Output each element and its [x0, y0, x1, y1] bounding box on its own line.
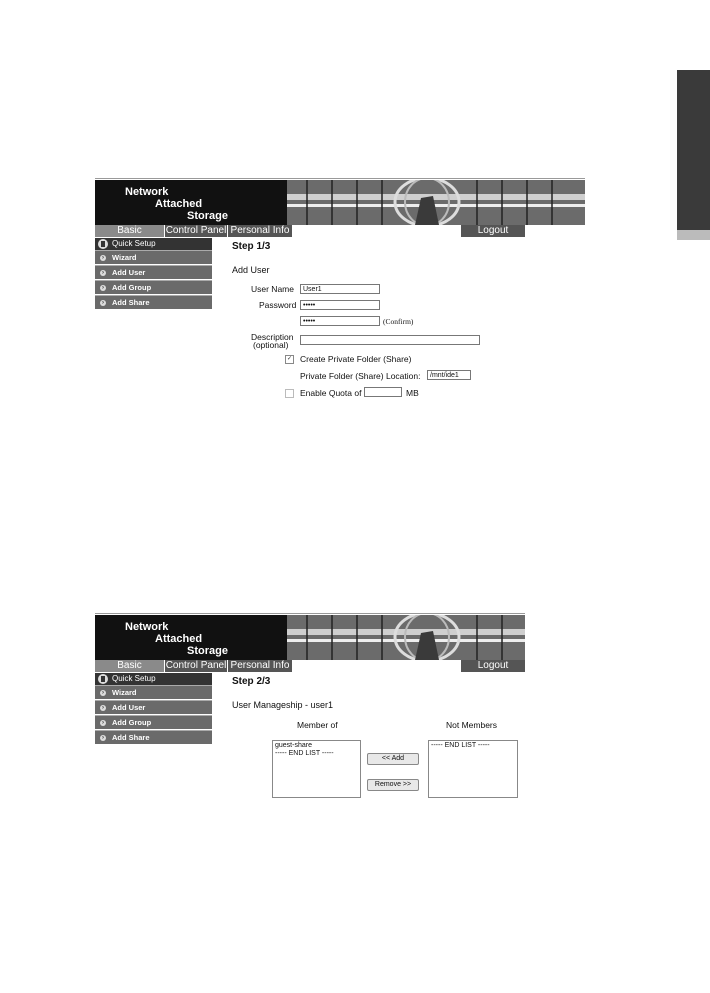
sidebar-quick-setup-label: Quick Setup	[112, 239, 156, 248]
location-input[interactable]: /mnt/ide1	[427, 370, 471, 380]
logo-line2: Attached	[155, 633, 203, 645]
sidebar-quick-setup-label: Quick Setup	[112, 674, 156, 683]
add-button[interactable]: << Add	[367, 753, 419, 765]
tab-personal-info[interactable]: Personal Info	[228, 225, 293, 237]
sidebar-item-add-share[interactable]	[95, 295, 212, 309]
screenshot-step1	[95, 178, 585, 408]
description-label: Description	[251, 332, 294, 342]
create-private-label: Create Private Folder (Share)	[300, 354, 412, 364]
screenshot-step2	[95, 613, 525, 803]
arrow-icon: ›	[102, 285, 104, 291]
arrow-icon: ›	[102, 270, 104, 276]
sidebar-item-add-group[interactable]	[95, 715, 212, 729]
banner-decoration	[287, 615, 525, 660]
location-label: Private Folder (Share) Location:	[300, 371, 421, 381]
not-members-label: Not Members	[446, 720, 498, 730]
list-item[interactable]: ----- END LIST -----	[275, 750, 334, 757]
sidebar-item-label: Wizard	[112, 688, 137, 697]
printer-icon	[98, 239, 108, 249]
description-input[interactable]	[300, 335, 480, 345]
arrow-icon: ›	[102, 720, 104, 726]
sidebar-item-label: Wizard	[112, 253, 137, 262]
sidebar	[95, 238, 212, 408]
main-content	[232, 673, 525, 803]
top-nav	[95, 225, 585, 238]
sidebar-item-label: Add Group	[112, 283, 152, 292]
sidebar-quick-setup[interactable]	[95, 673, 212, 685]
step-title: Step 2/3	[232, 676, 271, 687]
banner	[95, 615, 525, 660]
sidebar-item-add-group[interactable]	[95, 280, 212, 294]
arrow-icon: ›	[102, 735, 104, 741]
logo-line3: Storage	[187, 210, 228, 222]
sidebar	[95, 673, 212, 803]
user-name-input[interactable]: User1	[300, 284, 380, 294]
list-item[interactable]: ----- END LIST -----	[431, 742, 490, 749]
arrow-icon: ›	[102, 690, 104, 696]
logout-button[interactable]: Logout	[461, 225, 525, 237]
arrow-icon: ›	[102, 300, 104, 306]
tab-control-panel[interactable]: Control Panel	[165, 225, 227, 236]
remove-button[interactable]: Remove >>	[367, 779, 419, 791]
mb-label: MB	[406, 388, 419, 398]
sidebar-item-wizard[interactable]	[95, 685, 212, 699]
section-title: User Manageship - user1	[232, 700, 334, 710]
tab-personal-info[interactable]: Personal Info	[228, 660, 293, 672]
tab-control-panel[interactable]: Control Panel	[165, 660, 227, 671]
arrow-icon: ›	[102, 255, 104, 261]
language-tab	[677, 70, 710, 230]
logo	[95, 615, 287, 660]
logo	[95, 180, 287, 225]
user-name-label: User Name	[251, 284, 294, 294]
step-title: Step 1/3	[232, 241, 271, 252]
tab-basic[interactable]: Basic	[95, 225, 165, 237]
password-input[interactable]: •••••	[300, 300, 380, 310]
quota-input[interactable]	[364, 387, 402, 397]
create-private-checkbox[interactable]: ✓	[286, 356, 293, 362]
logout-button[interactable]: Logout	[461, 660, 525, 672]
banner	[95, 180, 585, 225]
sidebar-item-label: Add Share	[112, 733, 150, 742]
sidebar-item-label: Add User	[112, 703, 146, 712]
sidebar-item-label: Add Group	[112, 718, 152, 727]
logo-line1: Network	[125, 186, 169, 198]
main-content	[232, 238, 585, 408]
confirm-label: (Confirm)	[383, 317, 414, 326]
logo-line3: Storage	[187, 645, 228, 657]
sidebar-quick-setup[interactable]	[95, 238, 212, 250]
sidebar-item-add-user[interactable]	[95, 700, 212, 714]
top-nav	[95, 660, 525, 673]
enable-quota-checkbox[interactable]	[285, 389, 294, 398]
enable-quota-label: Enable Quota of	[300, 388, 362, 398]
sidebar-item-label: Add User	[112, 268, 146, 277]
sidebar-item-wizard[interactable]	[95, 250, 212, 264]
printer-icon	[98, 674, 108, 684]
logo-line1: Network	[125, 621, 169, 633]
sidebar-item-label: Add Share	[112, 298, 150, 307]
confirm-password-input[interactable]: •••••	[300, 316, 380, 326]
not-members-list[interactable]	[428, 740, 518, 798]
arrow-icon: ›	[102, 705, 104, 711]
logo-line2: Attached	[155, 198, 203, 210]
member-of-list[interactable]	[272, 740, 361, 798]
tab-basic[interactable]: Basic	[95, 660, 165, 672]
section-title: Add User	[232, 265, 270, 275]
banner-decoration	[287, 180, 585, 225]
sidebar-item-add-user[interactable]	[95, 265, 212, 279]
member-of-label: Member of	[297, 720, 338, 730]
sidebar-item-add-share[interactable]	[95, 730, 212, 744]
list-item[interactable]: guest-share	[275, 742, 312, 749]
optional-label: (optional)	[253, 340, 289, 350]
password-label: Password	[259, 300, 297, 310]
